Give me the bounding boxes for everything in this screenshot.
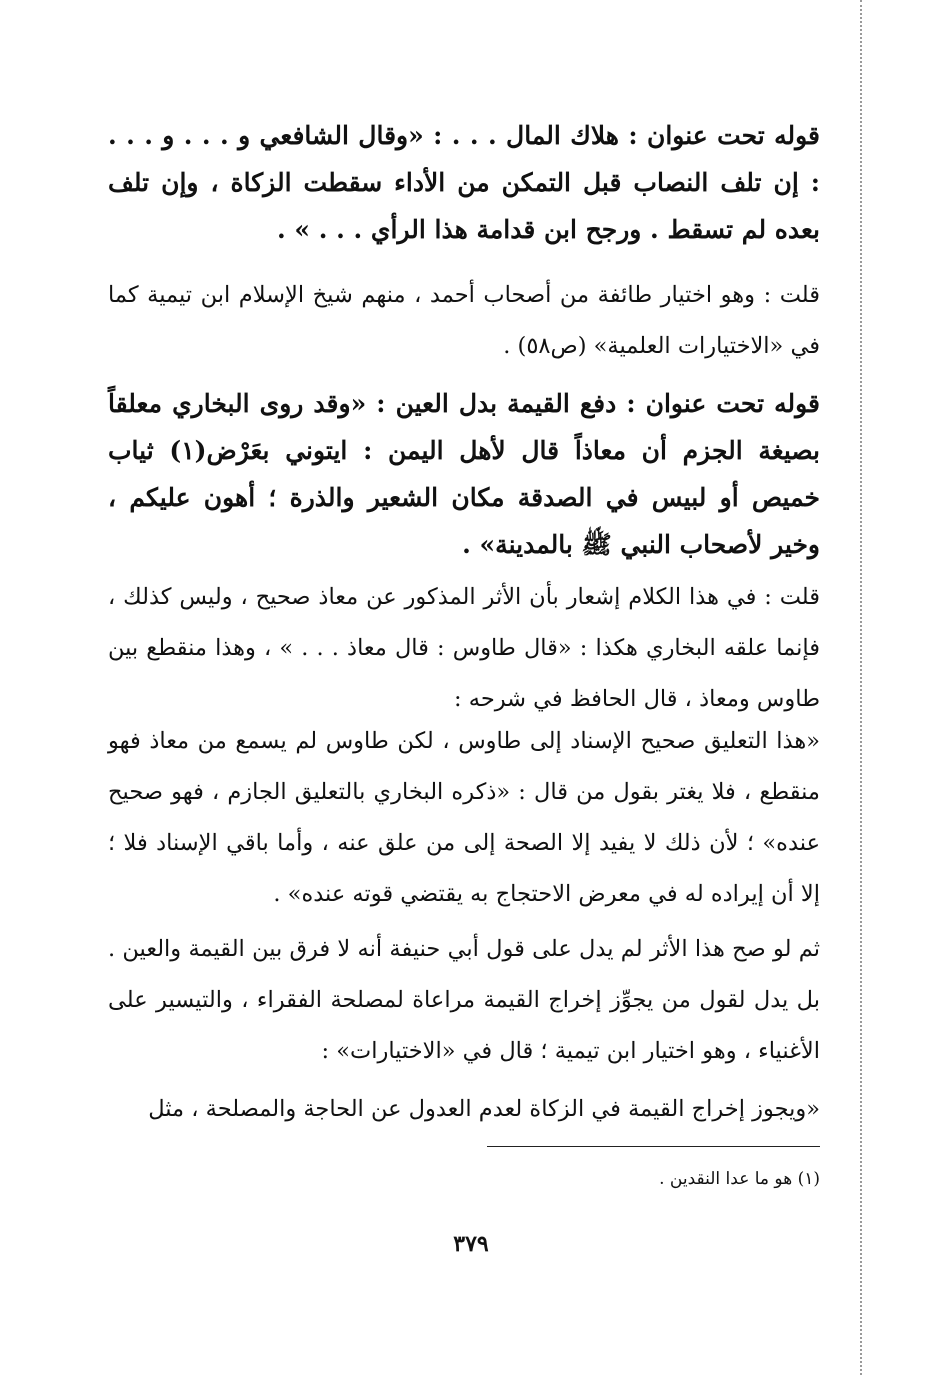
page-number: ٣٧٩ — [453, 1231, 489, 1257]
paragraph-value-instead-of-item-quote: قوله تحت عنوان : دفع القيمة بدل العين : «وقد روى البخاري معلقاً بصيغة الجزم أن معاذاً قال لأهل اليمن : ايتوني بعَرْض(١) ثياب خميص أو لبيس في الصدقة مكان الشعير والذرة ؛ أهون عليكم ، وخير لأصحاب النبي ﷺ بالمدينة» . — [108, 389, 821, 559]
page-edge-dotted-line — [860, 0, 862, 1375]
paragraph-hafiz-quote: «هذا التعليق صحيح الإسناد إلى طاوس ، لكن طاوس لم يسمع من معاذ فهو منقطع ، فلا يغتر بقول من قال : «ذكره البخاري بالتعليق الجازم ، فهو صحيح عنده» ؛ لأن ذلك لا يفيد إلا الصحة إلى من علق عنه ، وأما باقي الإسناد فلا ؛ إلا أن إيراده له في معرض الاحتجاج به يقتضي قوته عنده» . — [108, 728, 820, 907]
footnote: (١) هو ما عدا النقدين . — [659, 1169, 820, 1189]
paragraph-zakat-loss-quote: قوله تحت عنوان : هلاك المال . . . : «وقال الشافعي و . . . و . . . : إن تلف النصاب قبل التمكن من الأداء سقطت الزكاة ، وإن تلف بعده لم تسقط . ورجح ابن قدامة هذا الرأي . . . » . — [108, 121, 820, 244]
paragraph-comment-ibn-taymiyyah: قلت : وهو اختيار طائفة من أصحاب أحمد ، منهم شيخ الإسلام ابن تيمية كما في «الاختيارات العلمية» (ص٥٨) . — [108, 282, 820, 359]
paragraph-abu-hanifa-discussion: ثم لو صح هذا الأثر لم يدل على قول أبي حنيفة أنه لا فرق بين القيمة والعين . بل يدل لقول من يجوِّز إخراج القيمة مراعاة لمصلحة الفقراء ، والتيسير على الأغنياء ، وهو اختيار ابن تيمية ؛ قال في «الاختيارات» : — [108, 936, 820, 1064]
footnote-separator — [487, 1146, 820, 1147]
paragraph-comment-muadh-narration: قلت : في هذا الكلام إشعار بأن الأثر المذكور عن معاذ صحيح ، وليس كذلك ، فإنما علقه البخاري هكذا : «قال طاوس : قال معاذ . . . » ، وهذا منقطع بين طاوس ومعاذ ، قال الحافظ في شرحه : — [108, 584, 820, 712]
paragraph-ikhtiyarat-quote: «ويجوز إخراج القيمة في الزكاة لعدم العدول عن الحاجة والمصلحة ، مثل — [148, 1096, 820, 1122]
